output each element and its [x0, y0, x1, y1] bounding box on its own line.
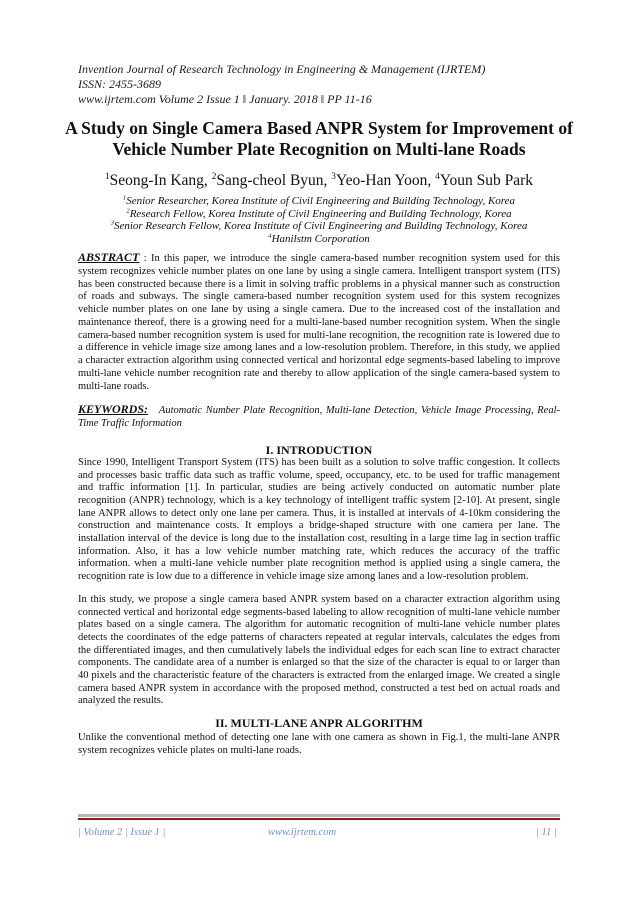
paper-title: A Study on Single Camera Based ANPR System for Improvement of Vehicle Number Plate Recognition on Multi-lane Roads [65, 118, 573, 159]
affiliation: $^1$Senior Researcher, Korea Institute of Civil Engineering and Building Technology, Korea [122, 194, 516, 207]
affiliation-list [60, 195, 578, 245]
keywords [78, 403, 560, 431]
author: $^4$Youn Sub Park [435, 171, 533, 189]
abstract-label: ABSTRACT [78, 250, 140, 264]
journal-issue-line: www.ijrtem.com Volume 2 Issue 1 ǁ January. 2018 ǁ PP 11-16 [78, 92, 372, 106]
paragraph: Unlike the conventional method of detecting one lane with one camera as shown in Fig.1, the multi-lane ANPR system recognizes vehicle plates on multi-lane roads. [78, 732, 560, 756]
footer-website: www.ijrtem.com [268, 827, 337, 838]
abstract-separator: : [143, 253, 147, 264]
footer-page-number: | 11 | [536, 827, 557, 838]
section-heading-introduction: I. INTRODUCTION [265, 443, 373, 457]
affiliation: $^3$Senior Research Fellow, Korea Institute of Civil Engineering and Building Technology, Korea [110, 219, 528, 233]
keywords-label: KEYWORDS: [78, 402, 149, 416]
footer-rule-red [78, 818, 560, 820]
journal-header [78, 62, 578, 107]
journal-name: Invention Journal of Research Technology in Engineering & Management (IJRTEM) [78, 62, 486, 76]
affiliation: $^2$Research Fellow, Korea Institute of Civil Engineering and Building Technology, Korea [126, 206, 512, 220]
journal-issn: ISSN: 2455-3689 [78, 77, 161, 91]
author: $^1$Seong-In Kang, [105, 171, 212, 189]
abstract-text: In this paper, we introduce the single camera-based number recognition system used for this system recognizes vehicle number plates on one lane by using a single camera. Intelligent transport system (ITS) has been constructed because there is a limit in solving traffic problems in a physical manner such as construction of roads and subways. The single camera-based number recognition system used for this system recognizes vehicle number plates on one lane by using a single camera. Due to the increased cost of the installation and maintenance thereof, there is a growing need for a multi-lane-based number recognition system. When the single camera-based number recognition system is used for multi-lane recognition, the recognition rate is lowered due to a difference in vehicle image size among lanes and a low-resolution problem. Therefore, in this study, we applied a character extraction algorithm using connected vertical and horizontal edge segments-based labeling to improve multi-lane vehicle number recognition rate and thereby to allow application of the single camera-based system to multi-lane roads. [78, 253, 561, 392]
author: $^2$Sang-cheol Byun, [211, 171, 332, 189]
section-heading-multi-lane-anpr: II. MULTI-LANE ANPR ALGORITHM [215, 716, 423, 730]
affiliation: $^4$Hanilstm Corporation [268, 232, 370, 245]
author-list [60, 171, 578, 190]
keywords-text: Automatic Number Plate Recognition, Multi-lane Detection, Vehicle Image Processing, Real-Time Traffic Information [78, 405, 561, 429]
footer-rule-gray [78, 814, 560, 817]
paragraph: Since 1990, Intelligent Transport System (ITS) has been built as a solution to solve traffic congestion. It collects and processes basic traffic data such as traffic volume, speed, occupancy, etc. to be used for traffic management and traffic information [1]. In particular, studies are being actively conducted on automatic number plate recognition (ANPR) technology, which is a key technology of intelligent traffic system [2-10]. At present, single lane ANPR allows to detect only one lane per camera. Thus, it is installed at intervals of 4-10km considering the construction and maintenance costs. It employs a bridge-shaped structure with one camera per lane. The installation interval of the device is long due to the installation cost, resulting in a large time lag in section traffic information. Also, it has a low vehicle number matching rate, which reduces the accuracy of the traffic information. when a multi-lane vehicle number plate recognition method is applied using a single camera, the recognition rate is low due to a difference in vehicle image size among lanes and a low-resolution problem. [78, 457, 560, 582]
abstract [78, 251, 560, 393]
paragraph: In this study, we propose a single camera based ANPR system based on a character extraction algorithm using connected vertical and horizontal edge segments-based labeling to allow recognition of multi-lane vehicle number plates based on a single camera. The algorithm for automatic recognition of multi-lane vehicle number plates detects the coordinates of the edge patterns of characters repeated at regular intervals, calculates the edges from the differentiated images, and then cumulatively labels the individual edges for each scan line to extract character components. The candidate area of a number is enlarged so that the size of the character is equal to or larger than 40 pixels and the characteristic feature of the characters is extracted from the enlarged image. We created a single camera based ANPR system in accordance with the proposed method, constructed a test bed on actual roads and analyzed the results. [78, 594, 560, 707]
author: $^3$Yeo-Han Yoon, [331, 171, 436, 189]
footer-volume-issue: | Volume 2 | Issue 1 | [78, 827, 166, 838]
